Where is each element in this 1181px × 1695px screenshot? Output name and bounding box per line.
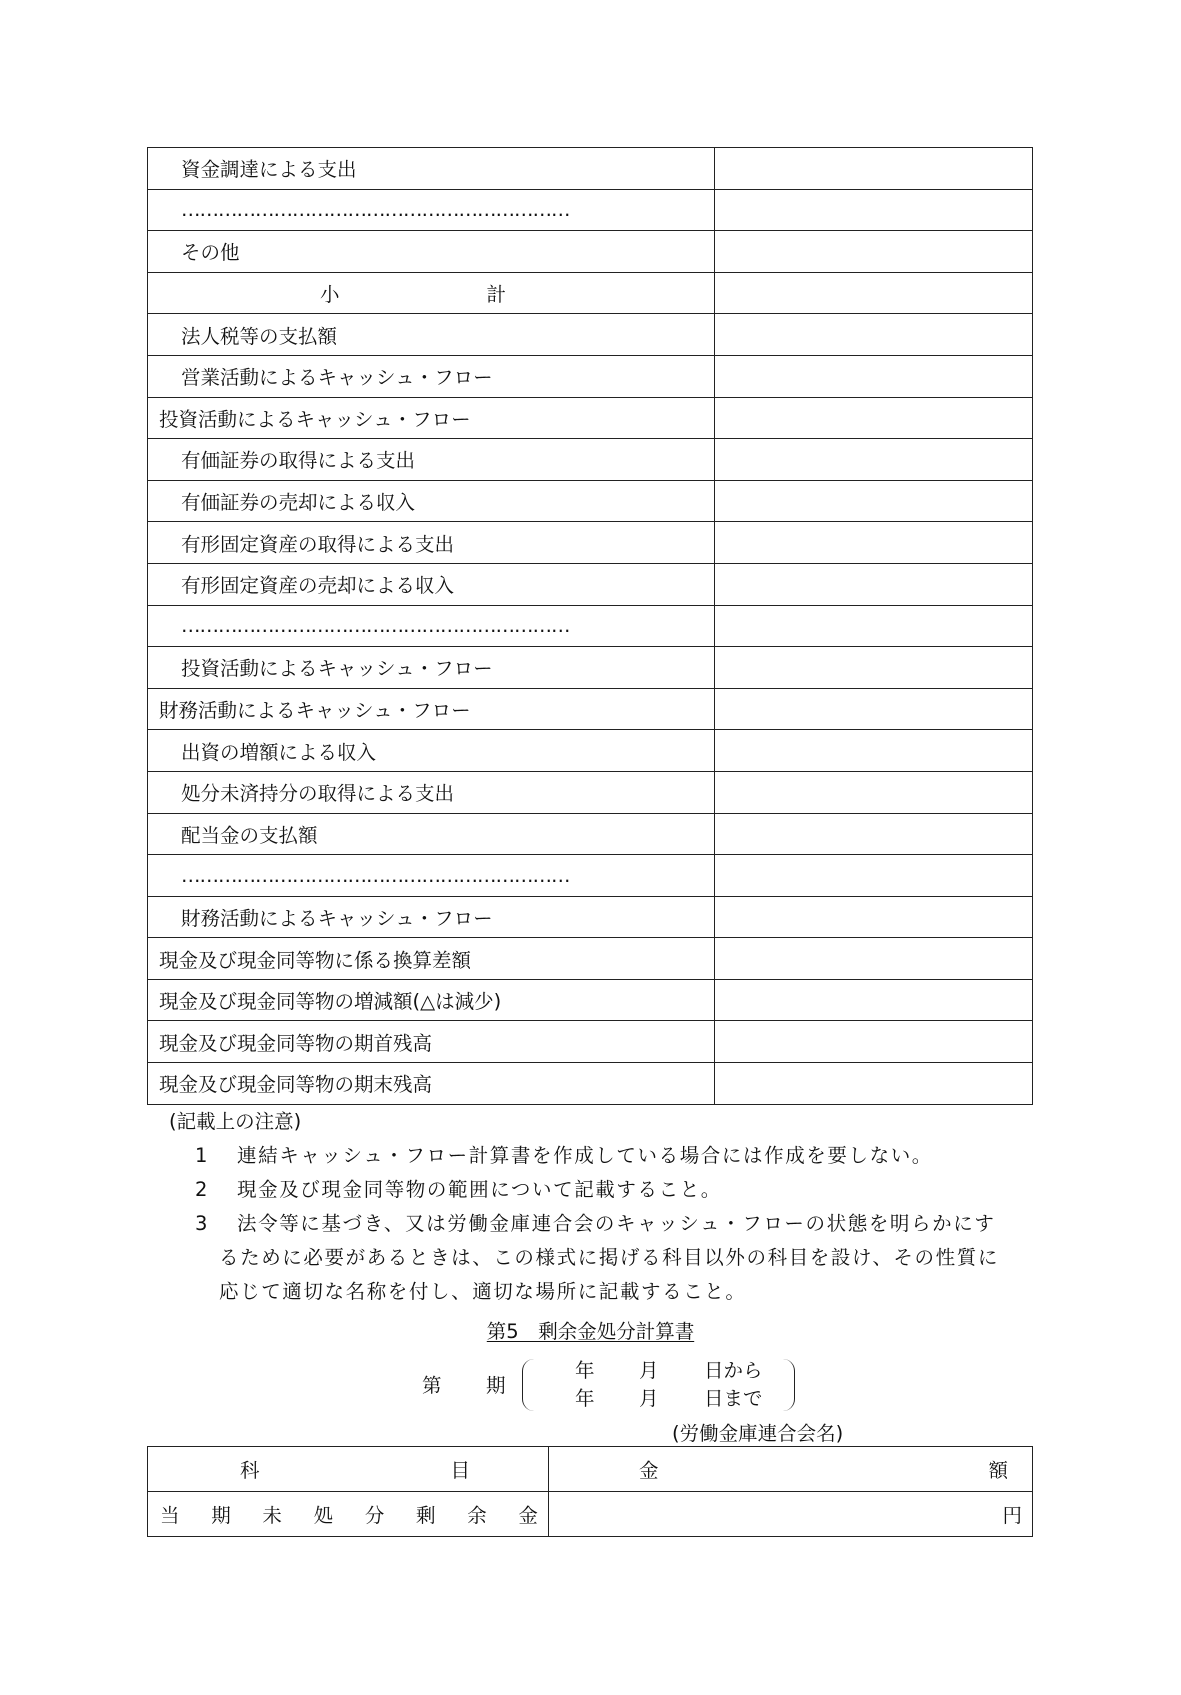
- cashflow-row: [148, 480, 1033, 522]
- note-number: 2: [195, 1178, 210, 1201]
- cashflow-amount-cell: [715, 148, 1033, 190]
- cashflow-row: [148, 730, 1033, 772]
- cashflow-row: [148, 563, 1033, 605]
- surplus-statement-title-text: 第5 剰余金処分計算書: [486, 1320, 695, 1343]
- surplus-table: [147, 1446, 1033, 1537]
- cashflow-item-label: 法人税等の支払額: [148, 314, 715, 356]
- notes-section: [147, 1105, 1037, 1309]
- surplus-item-text: [160, 1500, 538, 1528]
- spaced-char: 科: [240, 1459, 260, 1482]
- spaced-char: 金: [518, 1504, 538, 1527]
- note-text: 連結キャッシュ・フロー計算書を作成している場合には作成を要しない。: [237, 1144, 933, 1167]
- cashflow-row: [148, 231, 1033, 273]
- header-amount: [549, 1447, 1033, 1492]
- cashflow-row: [148, 688, 1033, 730]
- cashflow-item-label: ………………………………………………………: [148, 605, 715, 647]
- cashflow-item-label: 資金調達による支出: [148, 148, 715, 190]
- header-subject: [148, 1447, 549, 1492]
- cashflow-amount-cell: [715, 272, 1033, 314]
- cashflow-amount-cell: [715, 355, 1033, 397]
- period-to-month: 月: [639, 1387, 659, 1410]
- spaced-char: 金: [639, 1459, 659, 1482]
- surplus-item-cell: [148, 1492, 549, 1537]
- cashflow-item-label: 現金及び現金同等物の増減額(△は減少): [148, 979, 715, 1021]
- spaced-char: 額: [988, 1459, 1008, 1482]
- cashflow-amount-cell: [715, 605, 1033, 647]
- org-name: (労働金庫連合会名): [672, 1422, 844, 1445]
- header-subject-text: [240, 1455, 470, 1483]
- period-to-day: 日まで: [704, 1387, 763, 1410]
- cashflow-item-label: 有形固定資産の売却による収入: [148, 563, 715, 605]
- cashflow-amount-cell: [715, 896, 1033, 938]
- cashflow-table: [147, 147, 1033, 1105]
- note-number: 1: [195, 1144, 210, 1167]
- cashflow-row: [148, 355, 1033, 397]
- cashflow-row: [148, 938, 1033, 980]
- period-from-month: 月: [639, 1359, 659, 1382]
- spaced-char: 剰: [416, 1504, 436, 1527]
- cashflow-item-label: 現金及び現金同等物の期末残高: [148, 1063, 715, 1105]
- cashflow-item-label: 配当金の支払額: [148, 813, 715, 855]
- cashflow-row: [148, 979, 1033, 1021]
- cashflow-row: [148, 1021, 1033, 1063]
- period-from-year: 年: [575, 1359, 595, 1382]
- cashflow-row: [148, 1063, 1033, 1105]
- spaced-char: 未: [262, 1504, 282, 1527]
- period-from: [418, 1355, 798, 1383]
- note-text-line: るために必要があるときは、この様式に掲げる科目以外の科目を設け、その性質に: [219, 1246, 999, 1269]
- cashflow-amount-cell: [715, 522, 1033, 564]
- cashflow-item-label: その他: [148, 231, 715, 273]
- cashflow-amount-cell: [715, 189, 1033, 231]
- cashflow-amount-cell: [715, 314, 1033, 356]
- cashflow-row: [148, 605, 1033, 647]
- spaced-char: 余: [467, 1504, 487, 1527]
- spaced-char: 目: [450, 1459, 470, 1482]
- yen-unit: 円: [1002, 1504, 1022, 1527]
- surplus-amount-cell: [549, 1492, 1033, 1537]
- cashflow-amount-cell: [715, 1063, 1033, 1105]
- note-item: [147, 1139, 1037, 1173]
- note-item: [147, 1207, 1037, 1309]
- note-item: [147, 1173, 1037, 1207]
- cashflow-item-label: 現金及び現金同等物に係る換算差額: [148, 938, 715, 980]
- cashflow-amount-cell: [715, 813, 1033, 855]
- surplus-statement-title: [0, 1316, 1181, 1344]
- cashflow-amount-cell: [715, 730, 1033, 772]
- subtotal-label: 小 計: [320, 283, 506, 307]
- cashflow-amount-cell: [715, 231, 1033, 273]
- spaced-char: 分: [364, 1504, 385, 1527]
- cashflow-row: [148, 272, 1033, 314]
- spaced-char: 当: [160, 1504, 180, 1527]
- cashflow-row: [148, 771, 1033, 813]
- cashflow-item-label: 財務活動によるキャッシュ・フロー: [148, 688, 715, 730]
- cashflow-item-label: ………………………………………………………: [148, 189, 715, 231]
- cashflow-row: [148, 314, 1033, 356]
- cashflow-row: [148, 189, 1033, 231]
- cashflow-amount-cell: [715, 1021, 1033, 1063]
- cashflow-item-label: 有形固定資産の取得による支出: [148, 522, 715, 564]
- header-amount-text: [639, 1455, 1008, 1483]
- cashflow-amount-cell: [715, 480, 1033, 522]
- cashflow-row: [148, 896, 1033, 938]
- cashflow-row: [148, 855, 1033, 897]
- cashflow-item-label: 投資活動によるキャッシュ・フロー: [148, 647, 715, 689]
- notes-title: (記載上の注意): [169, 1110, 302, 1133]
- cashflow-amount-cell: [715, 439, 1033, 481]
- cashflow-row: [148, 813, 1033, 855]
- note-text-line: 応じて適切な名称を付し、適切な場所に記載すること。: [219, 1280, 747, 1303]
- cashflow-amount-cell: [715, 397, 1033, 439]
- cashflow-item-label: 出資の増額による収入: [148, 730, 715, 772]
- cashflow-amount-cell: [715, 979, 1033, 1021]
- cashflow-amount-cell: [715, 938, 1033, 980]
- cashflow-item-label: 有価証券の売却による収入: [148, 480, 715, 522]
- spaced-char: 処: [313, 1504, 334, 1527]
- cashflow-row: [148, 439, 1033, 481]
- note-text: 現金及び現金同等物の範囲について記載すること。: [237, 1178, 722, 1201]
- cashflow-amount-cell: [715, 563, 1033, 605]
- cashflow-item-label: 有価証券の取得による支出: [148, 439, 715, 481]
- cashflow-row: [148, 397, 1033, 439]
- cashflow-row: [148, 647, 1033, 689]
- cashflow-item-label: 営業活動によるキャッシュ・フロー: [148, 355, 715, 397]
- period-from-day: 日から: [704, 1359, 763, 1382]
- note-number: 3: [195, 1212, 210, 1235]
- cashflow-item-label: 現金及び現金同等物の期首残高: [148, 1021, 715, 1063]
- period-ki: 期: [486, 1374, 506, 1397]
- fiscal-period: [418, 1357, 798, 1419]
- cashflow-row: [148, 522, 1033, 564]
- surplus-row: [148, 1492, 1033, 1537]
- cashflow-amount-cell: [715, 771, 1033, 813]
- period-to-year: 年: [575, 1387, 595, 1410]
- period-dai: 第: [422, 1374, 442, 1397]
- cashflow-row: [148, 148, 1033, 190]
- cashflow-item-label: 処分未済持分の取得による支出: [148, 771, 715, 813]
- cashflow-table-body: [148, 148, 1033, 1105]
- cashflow-amount-cell: [715, 647, 1033, 689]
- spaced-char: 期: [211, 1504, 231, 1527]
- cashflow-item-label: 投資活動によるキャッシュ・フロー: [148, 397, 715, 439]
- cashflow-item-label: 財務活動によるキャッシュ・フロー: [148, 896, 715, 938]
- cashflow-amount-cell: [715, 688, 1033, 730]
- cashflow-amount-cell: [715, 855, 1033, 897]
- cashflow-item-label: ………………………………………………………: [148, 855, 715, 897]
- note-text-line: 法令等に基づき、又は労働金庫連合会のキャッシュ・フローの状態を明らかにす: [237, 1212, 996, 1235]
- surplus-header-row: [148, 1447, 1033, 1492]
- cashflow-item-label: [148, 272, 715, 314]
- period-to: [418, 1383, 798, 1411]
